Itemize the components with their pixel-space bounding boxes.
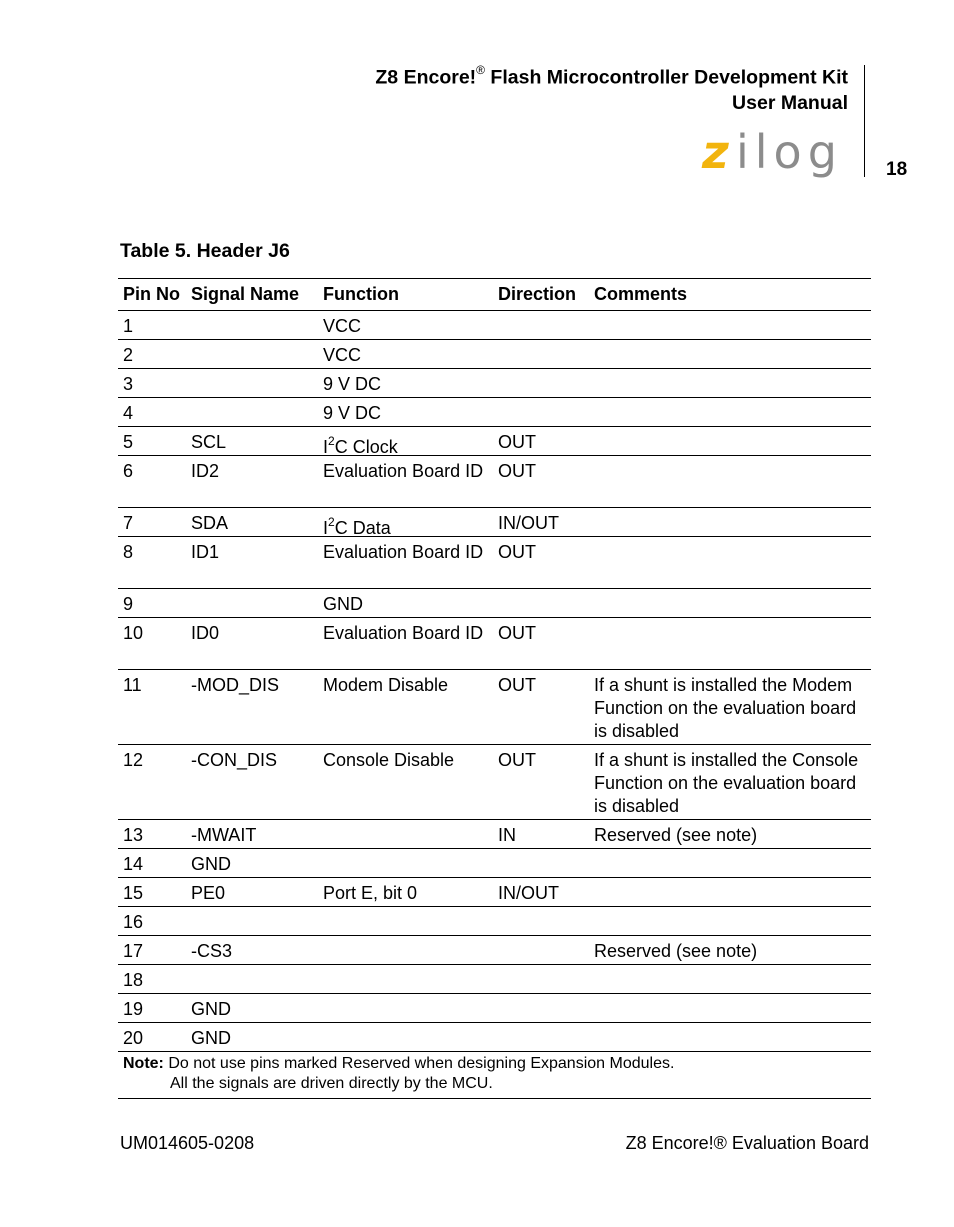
- col-header-comments: Comments: [594, 284, 688, 304]
- cell-function: [318, 994, 493, 1022]
- cell-direction: [493, 936, 589, 964]
- title-line-2: User Manual: [732, 91, 848, 114]
- func-superscript: 2: [328, 515, 335, 529]
- cell-signal: [186, 369, 318, 397]
- cell-signal: [186, 311, 318, 339]
- table-header-row: [118, 279, 871, 311]
- table-row: [118, 745, 871, 820]
- table-row: [118, 994, 871, 1023]
- cell-comments: [589, 456, 871, 507]
- func-prefix: I: [323, 518, 329, 538]
- cell-comments: [589, 508, 871, 536]
- note-label: Note:: [123, 1055, 164, 1072]
- cell-direction: OUT: [498, 750, 536, 770]
- cell-direction: [493, 340, 589, 368]
- cell-comments: If a shunt is installed the Modem Function on the evaluation board is disabled: [594, 675, 857, 741]
- table-row: [118, 456, 871, 508]
- note-line-1: [123, 1054, 871, 1074]
- cell-signal: ID1: [191, 542, 220, 562]
- cell-comments: [589, 994, 871, 1022]
- cell-function: [318, 849, 493, 877]
- cell-pin: 7: [123, 513, 134, 533]
- cell-pin: 18: [123, 970, 144, 990]
- cell-pin: 10: [123, 623, 144, 643]
- table-row: [118, 340, 871, 369]
- cell-function: Modem Disable: [323, 675, 449, 695]
- table-row: [118, 311, 871, 340]
- cell-direction: [493, 1023, 589, 1051]
- cell-signal: SDA: [191, 513, 229, 533]
- table-row: [118, 820, 871, 849]
- document-title: [375, 60, 848, 116]
- cell-direction: IN: [498, 825, 516, 845]
- cell-signal: [186, 965, 318, 993]
- table-row: [118, 589, 871, 618]
- cell-pin: 13: [123, 825, 144, 845]
- cell-direction: [493, 907, 589, 935]
- cell-pin: 5: [123, 432, 134, 452]
- footer-doc-id: UM014605-0208: [120, 1133, 255, 1153]
- cell-signal: GND: [191, 854, 231, 874]
- title-brand: Z8 Encore!: [375, 66, 477, 89]
- cell-signal: [186, 398, 318, 426]
- cell-signal: -CON_DIS: [191, 750, 278, 770]
- cell-comments: [589, 369, 871, 397]
- cell-pin: 11: [123, 675, 142, 695]
- table-row: [118, 907, 871, 936]
- cell-signal: [186, 907, 318, 935]
- cell-comments: If a shunt is installed the Console Function on the evaluation board is disabled: [594, 750, 859, 816]
- svg-text:z: z: [702, 128, 729, 179]
- cell-function: VCC: [323, 345, 362, 365]
- table-row: [118, 849, 871, 878]
- title-rest: Flash Microcontroller Development Kit: [485, 66, 848, 89]
- cell-pin: 16: [123, 912, 144, 932]
- cell-function: Evaluation Board ID: [323, 461, 484, 481]
- cell-pin: 20: [123, 1028, 144, 1048]
- cell-pin: 14: [123, 854, 144, 874]
- registered-mark: ®: [476, 63, 486, 77]
- cell-function: 9 V DC: [323, 374, 382, 394]
- header-divider: [864, 65, 865, 177]
- cell-signal: SCL: [191, 432, 227, 452]
- cell-direction: [493, 311, 589, 339]
- cell-comments: [589, 965, 871, 993]
- cell-pin: 2: [123, 345, 134, 365]
- table-row: [118, 878, 871, 907]
- cell-direction: [493, 994, 589, 1022]
- svg-text:ilog: ilog: [736, 128, 843, 179]
- cell-comments: [589, 589, 871, 617]
- cell-comments: [589, 878, 871, 906]
- cell-direction: [493, 849, 589, 877]
- cell-signal: PE0: [191, 883, 226, 903]
- table-row: [118, 398, 871, 427]
- cell-signal: -MWAIT: [191, 825, 257, 845]
- cell-pin: 9: [123, 594, 134, 614]
- cell-function: [318, 936, 493, 964]
- cell-direction: [493, 589, 589, 617]
- table-row: [118, 508, 871, 537]
- cell-pin: 1: [123, 316, 134, 336]
- cell-comments: [589, 311, 871, 339]
- cell-pin: 8: [123, 542, 134, 562]
- cell-direction: OUT: [498, 623, 536, 643]
- cell-function: [318, 965, 493, 993]
- cell-comments: [589, 618, 871, 669]
- table-row: [118, 427, 871, 456]
- cell-direction: OUT: [498, 675, 536, 695]
- cell-signal: GND: [191, 1028, 231, 1048]
- cell-function: VCC: [323, 316, 362, 336]
- func-suffix: C Clock: [334, 437, 398, 457]
- cell-signal: [186, 340, 318, 368]
- cell-signal: [186, 589, 318, 617]
- note-line-2: All the signals are driven directly by the MCU.: [170, 1075, 493, 1092]
- col-header-pin: Pin No: [123, 284, 180, 304]
- cell-direction: [493, 965, 589, 993]
- cell-direction: [493, 369, 589, 397]
- col-header-function: Function: [323, 284, 399, 304]
- cell-signal: -MOD_DIS: [191, 675, 280, 695]
- cell-comments: [589, 427, 871, 455]
- cell-comments: [589, 849, 871, 877]
- cell-function: [318, 508, 493, 536]
- cell-direction: OUT: [498, 542, 536, 562]
- cell-pin: 15: [123, 883, 144, 903]
- cell-comments: [589, 1023, 871, 1051]
- footer-product: Z8 Encore!® Evaluation Board: [625, 1133, 869, 1153]
- table-note: [118, 1052, 871, 1099]
- cell-comments: [589, 537, 871, 588]
- cell-pin: 6: [123, 461, 134, 481]
- cell-pin: 17: [123, 941, 144, 961]
- note-text-1: Do not use pins marked Reserved when designing Expansion Modules.: [163, 1055, 675, 1072]
- cell-direction: IN/OUT: [498, 883, 559, 903]
- cell-function: [318, 820, 493, 848]
- cell-function: [318, 1023, 493, 1051]
- func-superscript: 2: [328, 434, 335, 448]
- cell-function: Console Disable: [323, 750, 455, 770]
- zilog-logo: [700, 128, 850, 189]
- cell-comments: [589, 398, 871, 426]
- cell-comments: Reserved (see note): [594, 941, 758, 961]
- table-title: Table 5. Header J6: [120, 240, 290, 262]
- cell-function: [318, 907, 493, 935]
- cell-function: Evaluation Board ID: [323, 623, 484, 643]
- func-suffix: C Data: [334, 518, 391, 538]
- col-header-signal: Signal Name: [191, 284, 300, 304]
- cell-function: Port E, bit 0: [323, 883, 418, 903]
- cell-pin: 19: [123, 999, 144, 1019]
- cell-pin: 12: [123, 750, 144, 770]
- cell-direction: OUT: [498, 432, 536, 452]
- table-row: [118, 537, 871, 589]
- cell-function: 9 V DC: [323, 403, 382, 423]
- func-prefix: I: [323, 437, 329, 457]
- cell-pin: 4: [123, 403, 134, 423]
- cell-signal: ID2: [191, 461, 220, 481]
- cell-signal: GND: [191, 999, 231, 1019]
- table-row: [118, 965, 871, 994]
- cell-function: GND: [323, 594, 363, 614]
- cell-pin: 3: [123, 374, 134, 394]
- cell-signal: -CS3: [191, 941, 233, 961]
- cell-function: [318, 427, 493, 455]
- cell-direction: IN/OUT: [498, 513, 559, 533]
- page-number: 18: [886, 159, 908, 180]
- table-row: [118, 618, 871, 670]
- table-row: [118, 1023, 871, 1052]
- header-j6-table: [118, 278, 871, 1099]
- table-row: [118, 670, 871, 745]
- table-row: [118, 936, 871, 965]
- cell-comments: [589, 907, 871, 935]
- cell-comments: Reserved (see note): [594, 825, 758, 845]
- cell-direction: OUT: [498, 461, 536, 481]
- table-row: [118, 369, 871, 398]
- col-header-direction: Direction: [498, 284, 577, 304]
- cell-signal: ID0: [191, 623, 220, 643]
- title-line-1: [375, 60, 848, 91]
- cell-function: Evaluation Board ID: [323, 542, 484, 562]
- cell-direction: [493, 398, 589, 426]
- cell-comments: [589, 340, 871, 368]
